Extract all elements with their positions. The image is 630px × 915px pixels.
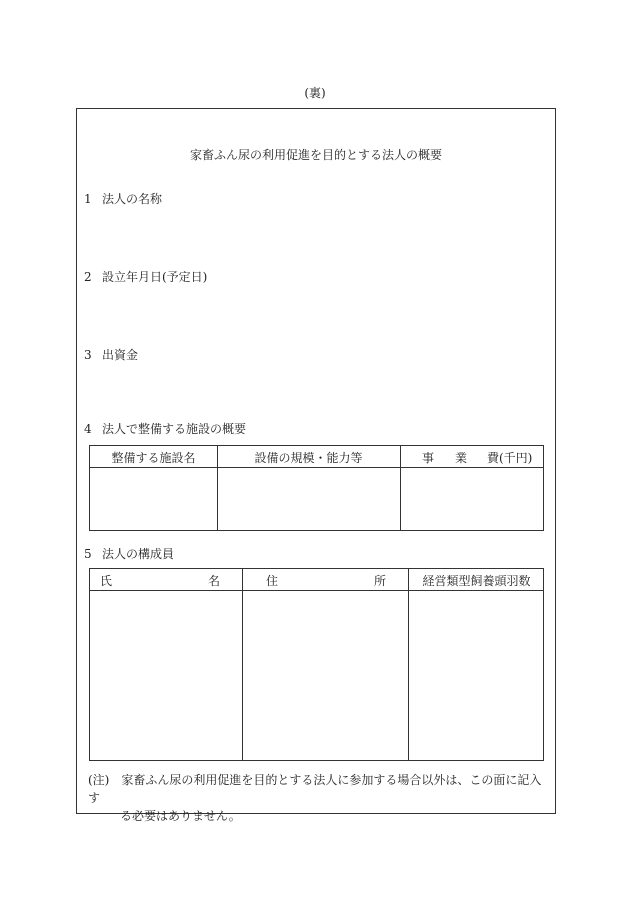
section-2-label: 設立年月日(予定日): [102, 270, 208, 284]
facility-table-divider-2: [400, 446, 401, 530]
form-note-line-1: (注) 家畜ふん尿の利用促進を目的とする法人に参加する場合以外は、この面に記入す: [88, 773, 542, 805]
section-3-heading: [84, 346, 138, 363]
members-col-name-header-part1: 氏: [100, 574, 113, 588]
section-4-heading: [84, 420, 246, 437]
members-col-name-header-part2: 名: [208, 574, 221, 588]
section-3-number: 3: [84, 348, 92, 362]
members-table-divider-1: [242, 569, 243, 760]
facility-table: [89, 445, 544, 531]
section-5-heading: [84, 545, 174, 562]
members-table-divider-2: [408, 569, 409, 760]
members-col-address-header-part1: 住: [266, 574, 279, 588]
form-note: [88, 771, 548, 825]
facility-col-scale-header: 設備の規模・能力等: [254, 451, 363, 465]
members-table-header-rule: [90, 590, 543, 591]
section-1-label: 法人の名称: [102, 192, 163, 206]
facility-table-header-rule: [90, 467, 543, 468]
section-1-heading: [84, 190, 162, 207]
section-1-number: 1: [84, 192, 92, 206]
section-2-number: 2: [84, 270, 92, 284]
form-note-line-2: る必要はありません。: [120, 809, 241, 823]
facility-col-name-header: 整備する施設名: [111, 451, 196, 465]
members-col-livestock-header: 経営類型飼養頭羽数: [422, 574, 531, 588]
page-side-label: (裏): [304, 86, 326, 100]
form-title: 家畜ふん尿の利用促進を目的とする法人の概要: [189, 148, 442, 162]
section-3-label: 出資金: [102, 348, 139, 362]
section-5-label: 法人の構成員: [102, 547, 175, 561]
facility-col-cost-header-part2: 業: [455, 451, 468, 465]
facility-col-cost-header-part1: 事: [422, 451, 435, 465]
facility-col-cost-header-part3: 費(千円): [487, 451, 533, 465]
section-5-number: 5: [84, 547, 92, 561]
section-4-label: 法人で整備する施設の概要: [102, 422, 247, 436]
members-table: [89, 568, 544, 761]
members-col-address-header-part2: 所: [374, 574, 387, 588]
section-4-number: 4: [84, 422, 92, 436]
section-2-heading: [84, 268, 207, 285]
